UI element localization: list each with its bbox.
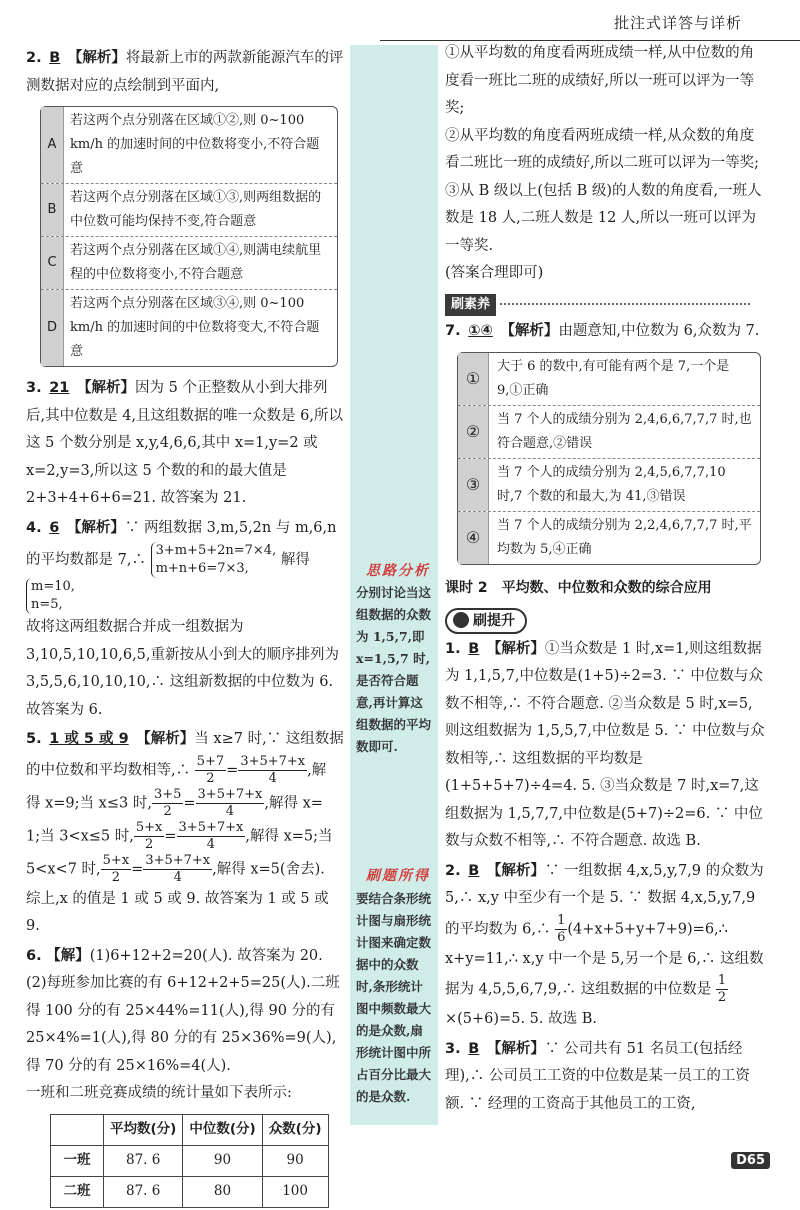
option-row [458, 406, 760, 459]
question-text: 综上,x 的值是 1 或 5 或 9. 故答案为 1 或 5 或 9. [26, 890, 329, 934]
denominator: 2 [163, 803, 172, 819]
option-row [458, 512, 760, 564]
table-header: 平均数(分) [104, 1114, 183, 1145]
answer-mark: B [49, 50, 61, 66]
option-text: 若这两个点分别落在区域①③,则两组数据的中位数可能均保持不变,符合题意 [70, 190, 322, 229]
numerator: 5+x [135, 819, 163, 835]
answer-mark: 21 [49, 380, 70, 396]
numerator: 3+5+7+x [197, 786, 263, 802]
question-text: 5<x<7 时, [26, 861, 101, 877]
question-text: ,解得 x= [264, 795, 323, 811]
fraction [195, 754, 226, 787]
option-text: 当 7 个人的成绩分别为 2,4,5,6,7,7,10 时,7 个数的和最大,为 41,③错误 [497, 464, 726, 504]
question-number: 3. [445, 1040, 461, 1057]
question-text: 一班和二班竞赛成绩的统计量如下表所示: [26, 1085, 292, 1101]
fraction [143, 853, 212, 886]
equals-sign: = [164, 828, 177, 844]
left-column [26, 45, 344, 1210]
page-number: D65 [731, 1152, 770, 1169]
table-cell: 87. 6 [104, 1145, 183, 1176]
fraction [177, 820, 246, 853]
note-text-gain: 要结合条形统计图与扇形统计图来确定数据中的众数时,条形统计图中频数最大的是众数,扇形统计图中所占百分比最大的是众数. [356, 891, 432, 1104]
option-key: ① [458, 353, 489, 405]
denominator: 4 [173, 869, 182, 885]
continuation-text: ①从平均数的角度看两班成绩一样,从中位数的角度看一班比二班的成绩好,所以一班可以评为一等奖; [445, 45, 755, 116]
statistics-table [50, 1114, 329, 1208]
question-6-left [26, 943, 344, 1208]
table-cell: 二班 [51, 1176, 104, 1207]
fraction [152, 787, 183, 820]
table-row [51, 1145, 329, 1176]
note-title-gain: 刷题所得 [366, 868, 430, 884]
question-2-right [445, 858, 767, 1034]
question-number: 3. [26, 380, 42, 396]
section-header-literacy [445, 288, 767, 319]
option-key: A [41, 107, 64, 183]
analysis-tag: 【解析】 [500, 323, 559, 339]
question-3-right [445, 1036, 767, 1119]
analysis-tag: 【解析】 [486, 640, 545, 657]
question-text: ∵ 一组数据 4,x,5,y,7,9 的众数为 5,∴ x,y 中至少有一个是 5. ∵ 数据 4,x,5,y,7,9 的平均数为 6,∴ [445, 862, 764, 937]
section-header-improve [445, 608, 767, 636]
question-text: 当 x≥7 时,∵ 这组数据的中位数和平均数相等,∴ [26, 731, 344, 778]
table-cell: 87. 6 [104, 1176, 183, 1207]
table-cell: 一班 [51, 1145, 104, 1176]
numerator: 5+x [102, 852, 130, 868]
fraction [555, 913, 567, 946]
numerator: 3+5+7+x [178, 819, 244, 835]
analysis-tag: 【解析】 [486, 1040, 545, 1057]
equation-line: 3+m+5+2n=7×4, [155, 543, 277, 558]
question-number: 5. [26, 731, 42, 747]
table-header: 众数(分) [262, 1114, 328, 1145]
question-number: 2. [26, 50, 42, 66]
numerator: 1 [557, 912, 566, 928]
numerator: 3+5+7+x [145, 852, 211, 868]
option-row-a [41, 107, 337, 184]
table-cell: 80 [183, 1176, 262, 1207]
table-row [51, 1176, 329, 1207]
equals-sign: = [131, 861, 144, 877]
option-key: ③ [458, 459, 489, 511]
option-key: ④ [458, 512, 489, 564]
denominator: 2 [144, 836, 154, 852]
answer-mark: 1 或 5 或 9 [49, 731, 129, 747]
analysis-tag: 【解析】 [77, 380, 136, 396]
option-row [458, 353, 760, 406]
solution-tag: 【解】 [46, 947, 90, 964]
question-text: (1)6+12+2=20(人). 故答案为 20. [89, 947, 323, 964]
question-3-left [26, 375, 344, 513]
question-text: ①当众数是 1 时,x=1,则这组数据为 1,1,5,7,中位数是(1+5)÷2=3. ∵ 中位数与众数不相等,∴ 不符合题意. ②当众数是 5 时,x=5,则这组数据为 1,5,5,7,中位数是 5. ∵ 中位数与众数相等,∴ 这组数据的平均数是(1+5+5+7)÷4=4. 5. ③当众数是 7 时,x=7,这组数据为 1,5,7,7,中位数是(5+7)÷2=6. ∵ 中位数与众数不相等,∴ 不符合题意. 故选 B. [445, 640, 765, 849]
question-text: (4+x+5+y+7+9)=6,∴ x+y=11,∴ x,y 中一个是 5,另一个是 6,∴ 这组数据为 4,5,5,6,7,9,∴ 这组数据的中位数是 [445, 921, 764, 998]
dotted-rule [500, 303, 750, 305]
denominator: 4 [206, 836, 216, 852]
option-box [457, 352, 761, 565]
question-text: 1;当 3<x≤5 时, [26, 828, 134, 844]
fraction [134, 820, 165, 853]
equals-sign: = [183, 795, 196, 811]
question-text: ∵ 两组数据 3,m,5,2n 与 m,6,n 的平均数都是 7,∴ [26, 519, 337, 568]
option-row-b [41, 184, 337, 237]
question-number: 6. [26, 947, 42, 964]
answer-mark: ①④ [468, 323, 493, 339]
numerator: 1 [717, 973, 727, 988]
section-pill-label: 刷提升 [473, 613, 515, 629]
answer-mark: B [468, 640, 480, 657]
question-text: ,解 [307, 762, 327, 778]
question-7-right [445, 318, 767, 565]
question-number: 2. [445, 862, 461, 879]
option-box [40, 106, 338, 367]
option-key: C [41, 237, 64, 289]
option-text: 当 7 个人的成绩分别为 2,4,6,6,7,7,7 时,也符合题意,②错误 [497, 411, 752, 451]
denominator: 4 [268, 770, 277, 786]
option-text: 若这两个点分别落在区域③④,则 0~100 km/h 的加速时间的中位数将变大,不符合题意 [70, 296, 320, 359]
option-key: D [41, 290, 64, 366]
analysis-tag: 【解析】 [66, 519, 125, 536]
fraction [196, 787, 265, 820]
question-text: 得 x=9;当 x≤3 时, [26, 795, 152, 811]
question-number: 1. [445, 640, 461, 657]
equation-line: n=5, [31, 597, 63, 612]
answer-mark: B [468, 862, 480, 879]
question-text: 因为 5 个正整数从小到大排列后,其中位数是 4,且这组数据的唯一众数是 6,所以这 5 个数分别是 x,y,4,6,6,其中 x=1,y=2 或 x=2,y=3,所以这 5 个数的和的最大值是 2+3+4+6+6=21. 故答案为 21. [26, 380, 343, 506]
continuation-text: ③从 B 级以上(包括 B 级)的人数的角度看,一班人数是 18 人,二班人数是 12 人,所以一班可以评为一等奖. [445, 182, 762, 254]
right-column [445, 40, 767, 1120]
question-text: ,解得 x=5;当 [245, 828, 333, 844]
question-number: 4. [26, 519, 42, 536]
denominator: 6 [557, 929, 566, 945]
analysis-tag: 【解析】 [486, 862, 545, 879]
section-banner: 刷素养 [445, 294, 496, 316]
table-header-row [51, 1114, 329, 1145]
option-text: 大于 6 的数中,有可能有两个是 7,一个是 9,①正确 [497, 358, 730, 398]
option-row-c [41, 237, 337, 290]
equals-sign: = [226, 762, 239, 778]
question-text: ,解得 x=5(舍去). [212, 861, 325, 877]
equation-system [151, 542, 277, 578]
table-cell: 90 [183, 1145, 262, 1176]
continuation-text: ②从平均数的角度看两班成绩一样,从众数的角度看二班比一班的成绩好,所以二班可以评为一等奖; [445, 127, 759, 171]
question-text: (2)每班参加比赛的有 6+12+2+5=25(人).二班得 100 分的有 25×44%=11(人),得 90 分的有 25×4%=1(人),得 80 分的有 25×36%=9(人),得 70 分的有 25×16%=4(人). [26, 975, 340, 1074]
denominator: 2 [717, 990, 727, 1005]
option-row [458, 459, 760, 512]
question-text: 由题意知,中位数为 6,众数为 7. [558, 323, 760, 339]
lesson-title: 课时 2 平均数、中位数和众数的综合应用 [445, 579, 712, 596]
analysis-tag: 【解析】 [67, 50, 126, 66]
answer-mark: B [468, 1040, 480, 1057]
fraction [716, 973, 728, 1006]
option-text: 当 7 个人的成绩分别为 2,2,4,6,7,7,7 时,平均数为 5,④正确 [497, 517, 752, 557]
note-text-thinking: 分别讨论当这组数据的众数为 1,5,7,即 x=1,5,7 时,是否符合题意,再计算这组数据的平均数即可. [356, 585, 432, 754]
equation-line: m+n+6=7×3, [155, 561, 249, 576]
fraction [238, 754, 307, 787]
page-header-title: 批注式详答与详析 [613, 14, 742, 32]
numerator: 3+5 [153, 786, 182, 802]
table-cell: 90 [262, 1145, 328, 1176]
option-key: B [41, 184, 64, 236]
question-2-left [26, 45, 344, 367]
answer-mark: 6 [49, 519, 60, 536]
table-cell: 100 [262, 1176, 328, 1207]
numerator: 3+5+7+x [240, 753, 306, 769]
table-header [51, 1114, 104, 1145]
denominator: 2 [206, 770, 215, 786]
note-title-thinking: 思路分析 [366, 563, 430, 579]
option-key: ② [458, 406, 489, 458]
question-5-left [26, 726, 344, 941]
question-number: 7. [445, 323, 461, 339]
analysis-tag: 【解析】 [136, 731, 195, 747]
denominator: 2 [111, 869, 121, 885]
denominator: 4 [225, 803, 235, 819]
question-text: ∵ 公司共有 51 名员工(包括经理),∴ 公司员工工资的中位数是某一员工的工资额. ∵ 经理的工资高于其他员工的工资, [445, 1040, 750, 1112]
option-row-d [41, 290, 337, 366]
pen-icon [453, 612, 469, 628]
section-pill [445, 608, 527, 634]
solution-system [26, 578, 75, 614]
option-text: 若这两个点分别落在区域①②,则 0~100 km/h 的加速时间的中位数将变小,不符合题意 [70, 113, 320, 176]
question-text: 将最新上市的两款新能源汽车的评测数据对应的点绘制到平面内, [26, 50, 344, 94]
question-1-right [445, 636, 767, 856]
table-header: 中位数(分) [183, 1114, 262, 1145]
continuation-text: (答案合理即可) [445, 265, 544, 281]
fraction [101, 853, 132, 886]
option-text: 若这两个点分别落在区域①④,则满电续航里程的中位数将变小,不符合题意 [70, 243, 322, 282]
question-4-left [26, 515, 344, 725]
equation-line: m=10, [31, 579, 75, 594]
question-text: ×(5+6)=5. 5. 故选 B. [445, 1011, 597, 1027]
question-text: 故将这两组数据合并成一组数据为 3,10,5,10,10,6,5,重新按从小到大的顺序排列为 3,5,5,6,10,10,10,∴ 这组新数据的中位数为 6. 故答案为 6. [26, 619, 340, 718]
numerator: 5+7 [196, 753, 225, 769]
question-text: 解得 [280, 552, 310, 568]
